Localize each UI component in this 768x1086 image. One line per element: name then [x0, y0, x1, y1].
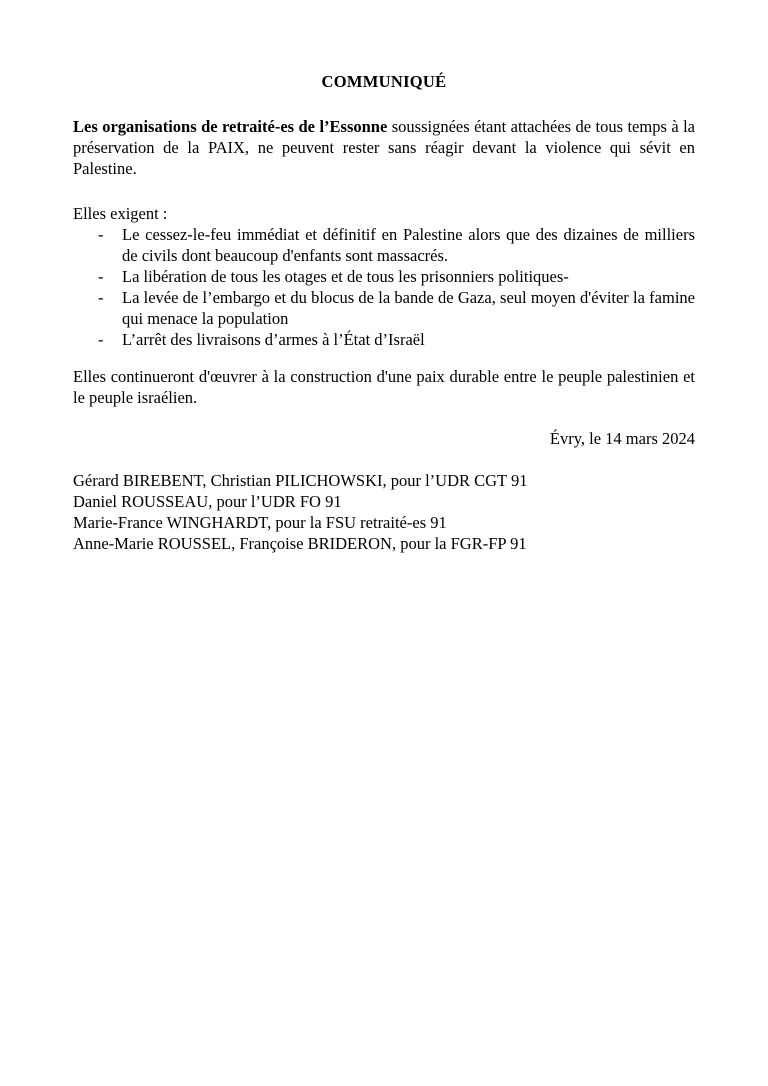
dash-marker: - [98, 225, 104, 244]
demand-text: Le cessez-le-feu immédiat et définitif en Palestine alors que des dizaines de milliers de civils dont beaucoup d'enfants sont massacrés. [122, 225, 695, 265]
page-title: COMMUNIQUÉ [321, 72, 447, 91]
demand-item [73, 287, 695, 329]
signature-line: Anne-Marie ROUSSEL, Françoise BRIDERON, pour la FGR-FP 91 [73, 534, 527, 553]
dateline: Évry, le 14 mars 2024 [549, 429, 695, 448]
signatures-block [73, 470, 695, 554]
demand-item [73, 224, 695, 266]
signature-line: Marie-France WINGHARDT, pour la FSU retraité-es 91 [73, 513, 447, 532]
signature-line: Daniel ROUSSEAU, pour l’UDR FO 91 [73, 492, 342, 511]
demand-text: La libération de tous les otages et de tous les prisonniers politiques- [122, 267, 569, 286]
dash-marker: - [98, 330, 104, 349]
demands-list [73, 224, 695, 350]
demand-text: L’arrêt des livraisons d’armes à l’État d’Israël [122, 330, 425, 349]
demands-intro: Elles exigent : [73, 204, 168, 223]
demand-text: La levée de l’embargo et du blocus de la bande de Gaza, seul moyen d'éviter la famine qui menace la population [122, 288, 695, 328]
demand-item [73, 266, 695, 287]
intro-paragraph-text: soussignées étant attachées de tous temps à la préservation de la PAIX, ne peuvent rester sans réagir devant la violence qui sévit en Palestine. [73, 117, 696, 178]
signature-line: Gérard BIREBENT, Christian PILICHOWSKI, pour l’UDR CGT 91 [73, 471, 528, 490]
dash-marker: - [98, 267, 104, 286]
intro-bold-lead: Les organisations de retraité-es de l’Essonne [73, 117, 388, 136]
demand-item [73, 329, 695, 350]
dash-marker: - [98, 288, 104, 307]
intro-paragraph [73, 116, 695, 179]
closing-paragraph: Elles continueront d'œuvrer à la construction d'une paix durable entre le peuple palestinien et le peuple israélien. [73, 367, 695, 407]
